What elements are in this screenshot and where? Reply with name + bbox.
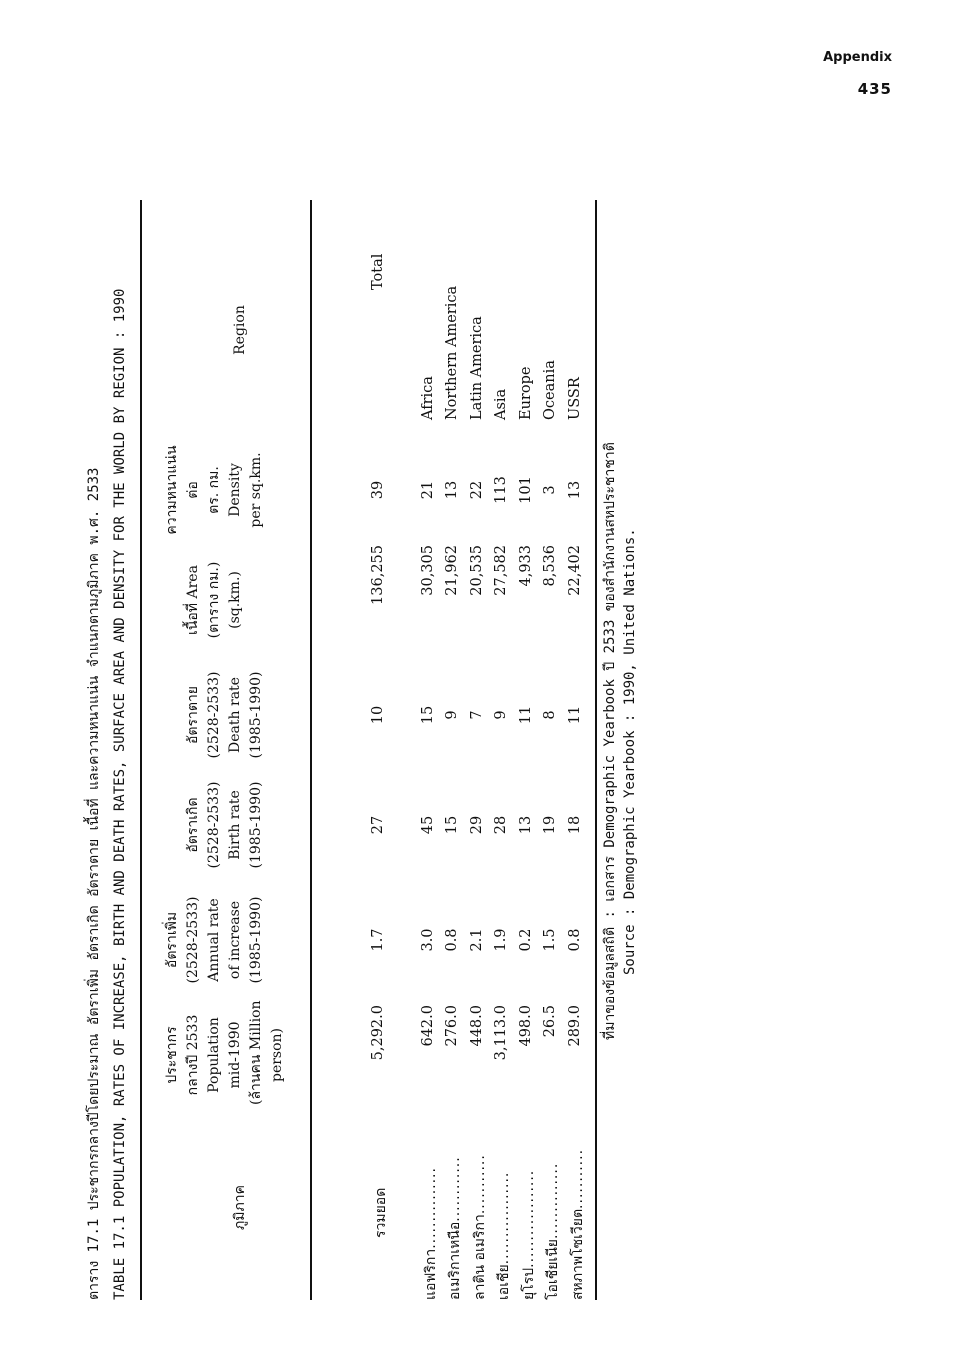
row-population: 498.0 — [518, 1005, 534, 1047]
row-density: 13 — [567, 480, 583, 500]
row-increase: 3.0 — [420, 928, 436, 952]
header-death-rate: อัตราตาย (2528-2533) Death rate (1985-1990) — [185, 671, 264, 759]
row-increase: 0.8 — [567, 928, 583, 952]
row-region-english: Asia — [493, 388, 509, 420]
row-label-thai: อเมริกาเหนือ — [447, 1221, 463, 1300]
table-title-english: TABLE 17.1 POPULATION, RATES OF INCREASE, BIRTH AND DEATH RATES, SURFACE AREA AND DENSITY FOR THE WORLD BY REGION : 1990 — [112, 288, 128, 1300]
row-area: 21,962 — [444, 545, 460, 596]
row-region-english: Europe — [518, 366, 534, 420]
header-birth-rate: อัตราเกิด (2528-2533) Birth rate (1985-1990) — [185, 781, 264, 869]
row-increase: 1.5 — [542, 928, 558, 952]
row-increase: 2.1 — [469, 928, 485, 952]
header-region-english: Region — [232, 305, 248, 355]
row-birth-rate: 45 — [420, 815, 436, 835]
appendix-label: Appendix — [823, 50, 892, 65]
row-death-rate: 15 — [420, 705, 436, 725]
header-rule — [310, 200, 312, 1300]
table-title-thai: ตาราง 17.1 ประชากรกลางปีโดยประมาณ อัตราเพิ่ม อัตราเกิด อัตราตาย เนื้อที่ และความหนาแน่น จำแนกตามภูมิภาค พ.ศ. 2533 — [86, 467, 102, 1300]
row-region-english: Northern America — [444, 285, 460, 420]
row-increase: 1.9 — [493, 928, 509, 952]
total-density: 39 — [370, 480, 386, 500]
row-density: 21 — [420, 480, 436, 500]
row-population: 642.0 — [420, 1005, 436, 1047]
total-label-english: Total — [370, 253, 386, 290]
row-density: 22 — [469, 480, 485, 500]
row-label-thai: ลาติน อเมริกา — [472, 1214, 488, 1300]
row-birth-rate: 19 — [542, 815, 558, 835]
row-label-thai: โอเชียเนีย — [545, 1239, 561, 1300]
row-increase: 0.8 — [444, 928, 460, 952]
row-density: 113 — [493, 476, 509, 504]
total-population: 5,292.0 — [370, 1005, 386, 1061]
row-label-thai: แอฟริกา — [423, 1248, 439, 1300]
top-rule — [140, 200, 142, 1300]
total-area: 136,255 — [370, 545, 386, 605]
page-number: 435 — [857, 80, 892, 98]
row-area: 4,933 — [518, 545, 534, 587]
row-death-rate: 7 — [469, 710, 485, 720]
total-death-rate: 10 — [370, 705, 386, 725]
row-region-english: USSR — [567, 377, 583, 420]
row-region-english: Oceania — [542, 360, 558, 420]
row-area: 20,535 — [469, 545, 485, 596]
header-increase: อัตราเพิ่ม (2528-2533) Annual rate of increase (1985-1990) — [164, 896, 264, 984]
row-area: 22,402 — [567, 545, 583, 596]
row-population: 3,113.0 — [493, 1005, 509, 1061]
row-label-thai: สหภาพโซเวียต — [570, 1208, 586, 1300]
row-population: 289.0 — [567, 1005, 583, 1047]
bottom-rule — [595, 200, 597, 1300]
rotated-table-page: ตาราง 17.1 ประชากรกลางปีโดยประมาณ อัตราเพิ่ม อัตราเกิด อัตราตาย เนื้อที่ และความหนาแน่น จำแนกตามภูมิภาค พ.ศ. 2533 TABLE 17.1 POPULATION, RATES OF INCREASE, BIRTH AND DEATH RATES, SURFACE AREA AND DENSITY FOR THE WORLD BY REGION : 1990 ภูมิภาค ประชากร กลางปี 2533 Population mid-1990 (ล้านคน Million person) อัตราเพิ่ม (2528-2533) Annual rate of increase (1985-1990) อัตราเกิด (2528-2533) Birth rate (1985-1990) อัตราตาย (2528-2533) Death rate (1985-1990) เนื้อที่ Area (ตาราง กม.) (sq.km.) ความหนาแน่น ต่อ ตร. กม. Density per sq.km. Region รวมยอด 5,292.0 1.7 27 10 136,255 39 Total แอฟริกา............... 642.0 3.0 45 15 30,305 21 Africa อเมริกาเหนือ............ 276.0 0.8 15 9 21,962 13 Northern America ลาติน อเมริกา........... 448.0 2.1 29 7 20,535 22 Latin America เอเชีย................. 3,113.0 1.9 28 9 27,582 113 Asia ยุโรป.................. 498.0 0.2 13 11 4,933 101 Europe โอเชียเนีย.............. 26.5 1.5 19 8 8,536 3 Oceania สหภาพโซเวียต........... 289.0 0.8 18 11 22,402 13 USSR ที่มาของข้อมูลสถิติ : เอกสาร Demographic Yearbook ปี 2533 ของสำนักงานสหประชาชาติ Source : Demographic Yearbook : 1990, United Nations. — [80, 100, 640, 1300]
row-label-thai: ยุโรป — [521, 1267, 537, 1300]
row-population: 276.0 — [444, 1005, 460, 1047]
row-death-rate: 11 — [567, 705, 583, 725]
row-area: 27,582 — [493, 545, 509, 596]
header-region-thai: ภูมิภาค — [232, 1185, 248, 1230]
header-area: เนื้อที่ Area (ตาราง กม.) (sq.km.) — [185, 561, 243, 639]
source-note-thai: ที่มาของข้อมูลสถิติ : เอกสาร Demographic Yearbook ปี 2533 ของสำนักงานสหประชาชาติ — [602, 442, 618, 1040]
row-density: 101 — [518, 476, 534, 504]
total-birth-rate: 27 — [370, 815, 386, 835]
header-population: ประชากร กลางปี 2533 Population mid-1990 (ล้านคน Million person) — [164, 1000, 285, 1105]
total-label-thai: รวมยอด — [373, 1187, 389, 1238]
row-label-thai: เอเชีย — [496, 1264, 512, 1300]
row-population: 26.5 — [542, 1005, 558, 1038]
row-area: 30,305 — [420, 545, 436, 596]
header-density: ความหนาแน่น ต่อ ตร. กม. Density per sq.km. — [164, 445, 264, 535]
row-birth-rate: 18 — [567, 815, 583, 835]
row-death-rate: 11 — [518, 705, 534, 725]
row-area: 8,536 — [542, 545, 558, 587]
row-birth-rate: 29 — [469, 815, 485, 835]
row-death-rate: 8 — [542, 710, 558, 720]
row-increase: 0.2 — [518, 928, 534, 952]
source-note-english: Source : Demographic Yearbook : 1990, United Nations. — [622, 528, 638, 975]
row-death-rate: 9 — [444, 710, 460, 720]
row-density: 13 — [444, 480, 460, 500]
row-region-english: Latin America — [469, 316, 485, 420]
row-birth-rate: 28 — [493, 815, 509, 835]
total-increase: 1.7 — [370, 928, 386, 952]
row-density: 3 — [542, 485, 558, 495]
row-birth-rate: 13 — [518, 815, 534, 835]
row-population: 448.0 — [469, 1005, 485, 1047]
row-region-english: Africa — [420, 376, 436, 420]
row-birth-rate: 15 — [444, 815, 460, 835]
row-death-rate: 9 — [493, 710, 509, 720]
